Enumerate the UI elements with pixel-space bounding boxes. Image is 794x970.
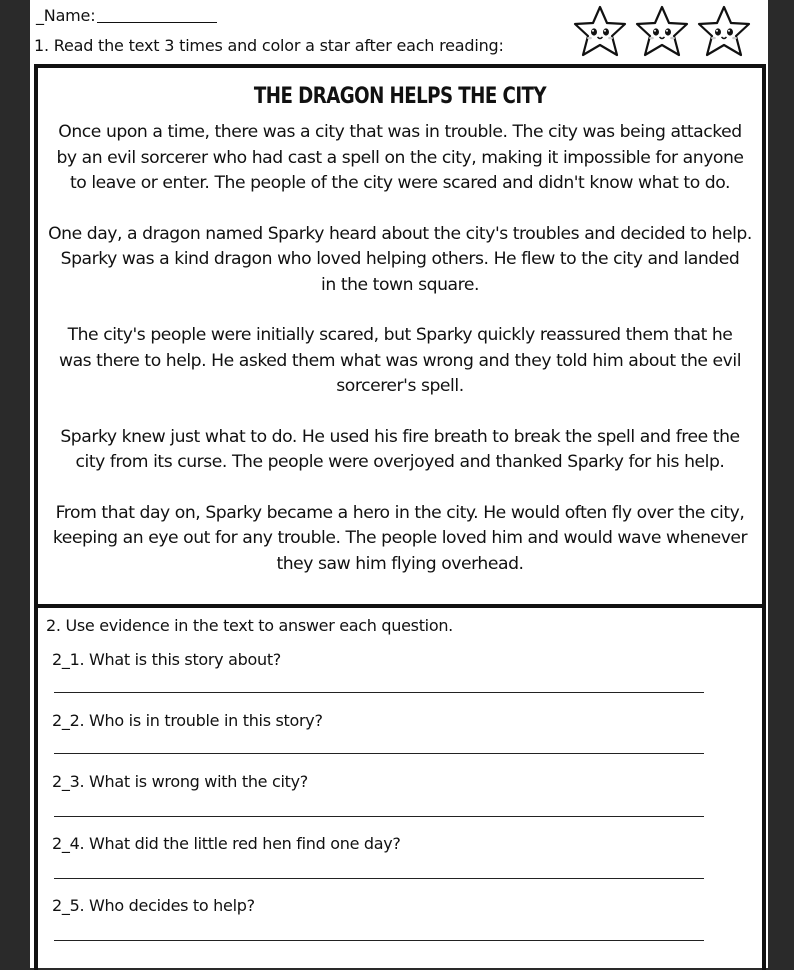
story-section: [34, 64, 766, 608]
question-3: 2_3. What is wrong with the city?: [52, 772, 308, 791]
questions-instruction: 2. Use evidence in the text to answer each question.: [46, 616, 453, 635]
reading-stars: [570, 2, 770, 64]
story-paragraph: Sparky knew just what to do. He used his fire breath to break the spell and free the city from its curse. The people were overjoyed and thanked Sparky for his help.: [60, 426, 740, 472]
answer-line-4[interactable]: [54, 878, 704, 879]
name-label: _Name:: [36, 6, 96, 25]
answer-line-1[interactable]: [54, 692, 704, 693]
story-paragraph: Once upon a time, there was a city that was in trouble. The city was being attacked by an evil sorcerer who had cast a spell on the city, making it impossible for anyone to leave or enter. The people of the city were scared and didn't know what to do.: [56, 122, 744, 193]
name-blank-line[interactable]: [97, 22, 217, 23]
story-paragraph: One day, a dragon named Sparky heard about the city's troubles and decided to help. Sparky was a kind dragon who loved helping others. He flew to the city and landed in the town square.: [48, 223, 752, 295]
question-4: 2_4. What did the little red hen find one day?: [52, 834, 401, 853]
reading-instruction: 1. Read the text 3 times and color a star after each reading:: [34, 36, 504, 55]
name-field[interactable]: [36, 6, 217, 25]
star-icon-3[interactable]: [699, 7, 749, 55]
story-body: [44, 120, 756, 602]
star-icon-2[interactable]: [637, 7, 687, 55]
story-title: THE DRAGON HELPS THE CITY: [253, 84, 547, 109]
worksheet-page: [30, 0, 768, 968]
question-1: 2_1. What is this story about?: [52, 650, 281, 669]
story-paragraph: The city's people were initially scared, but Sparky quickly reassured them that he was there to help. He asked them what was wrong and they told him about the evil sorcerer's spell.: [58, 325, 742, 396]
answer-line-3[interactable]: [54, 816, 704, 817]
answer-line-5[interactable]: [54, 940, 704, 941]
question-5: 2_5. Who decides to help?: [52, 896, 255, 915]
questions-section: [34, 604, 766, 970]
question-2: 2_2. Who is in trouble in this story?: [52, 711, 323, 730]
story-paragraph: From that day on, Sparky became a hero in the city. He would often fly over the city, keeping an eye out for any trouble. The people loved him and would wave whenever they saw him flying overhead.: [52, 502, 748, 574]
answer-line-2[interactable]: [54, 753, 704, 754]
star-icon-1[interactable]: [575, 7, 625, 55]
